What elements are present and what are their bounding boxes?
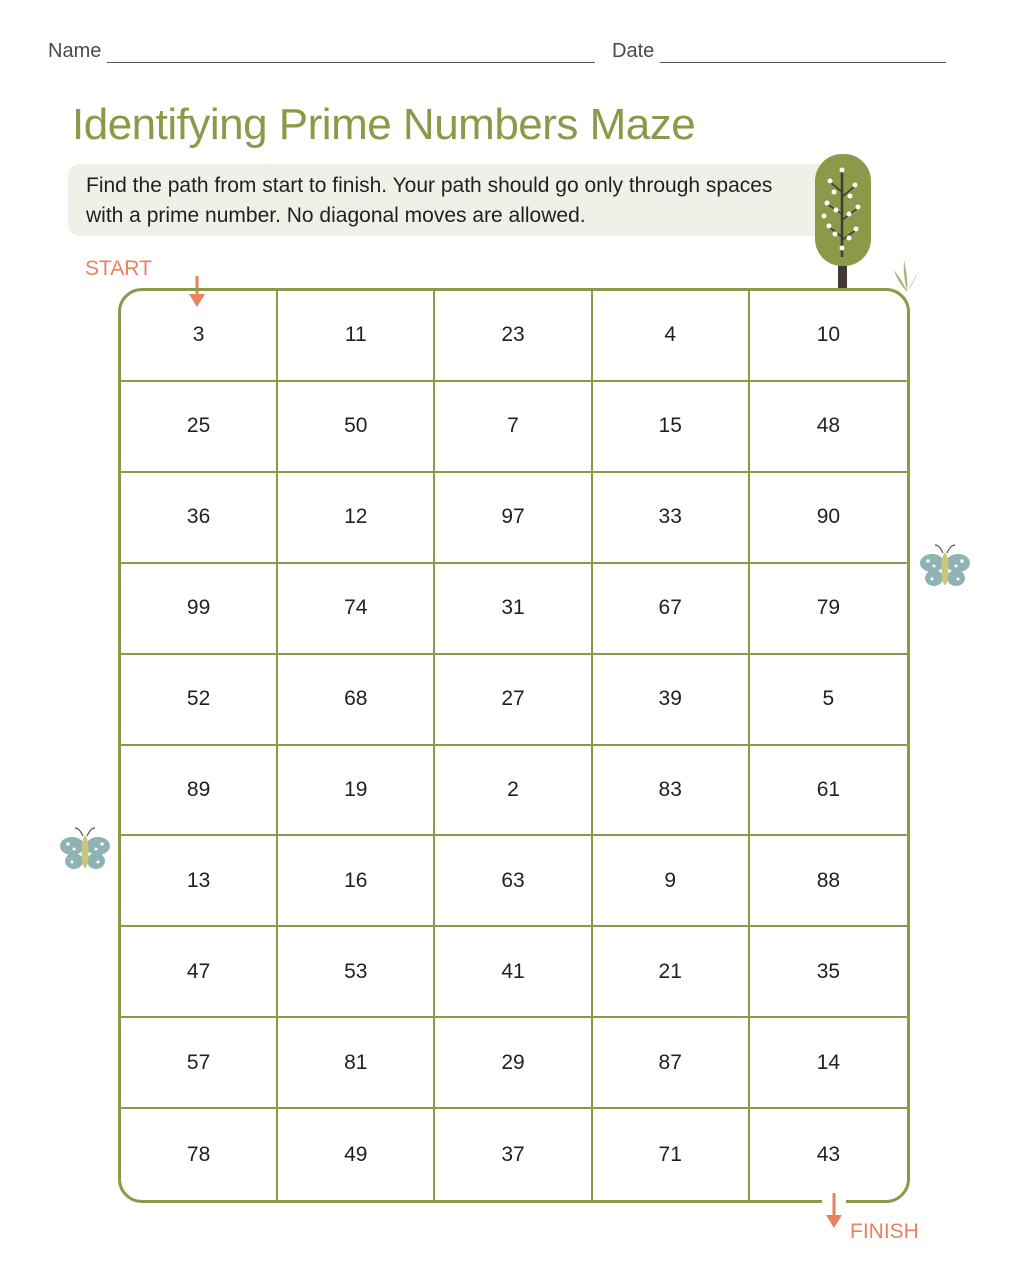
maze-cell[interactable]: 10	[750, 291, 907, 382]
maze-cell[interactable]: 36	[121, 473, 278, 564]
maze-cell[interactable]: 19	[278, 746, 435, 837]
maze-cell[interactable]: 2	[435, 746, 592, 837]
start-label: START	[85, 257, 152, 280]
maze-cell[interactable]: 47	[121, 927, 278, 1018]
maze-cell[interactable]: 7	[435, 382, 592, 473]
maze-cell[interactable]: 23	[435, 291, 592, 382]
maze-cell[interactable]: 90	[750, 473, 907, 564]
maze-cell[interactable]: 11	[278, 291, 435, 382]
maze-cell[interactable]: 4	[593, 291, 750, 382]
maze-cell[interactable]: 39	[593, 655, 750, 746]
maze-cell[interactable]: 52	[121, 655, 278, 746]
down-arrow-icon	[825, 1193, 843, 1229]
date-field[interactable]	[612, 40, 946, 63]
maze-cell[interactable]: 79	[750, 564, 907, 655]
date-blank-line[interactable]	[660, 44, 946, 63]
butterfly-icon	[918, 543, 972, 593]
maze-cell[interactable]: 33	[593, 473, 750, 564]
maze-cell[interactable]: 53	[278, 927, 435, 1018]
instructions-box	[68, 164, 838, 236]
maze-cell[interactable]: 41	[435, 927, 592, 1018]
maze-cell[interactable]: 21	[593, 927, 750, 1018]
maze-cell[interactable]: 88	[750, 836, 907, 927]
maze-cell[interactable]: 50	[278, 382, 435, 473]
maze-cell[interactable]: 14	[750, 1018, 907, 1109]
maze-cell[interactable]: 67	[593, 564, 750, 655]
maze-cell[interactable]: 83	[593, 746, 750, 837]
maze-cell[interactable]: 57	[121, 1018, 278, 1109]
name-blank-line[interactable]	[107, 44, 595, 63]
maze-cell[interactable]: 29	[435, 1018, 592, 1109]
maze-cell[interactable]: 78	[121, 1109, 278, 1200]
maze-cell[interactable]: 12	[278, 473, 435, 564]
maze-cell[interactable]: 48	[750, 382, 907, 473]
maze-cell[interactable]: 25	[121, 382, 278, 473]
maze-cell[interactable]: 3	[121, 291, 278, 382]
maze-cell[interactable]: 5	[750, 655, 907, 746]
maze-cell[interactable]: 89	[121, 746, 278, 837]
maze-grid	[118, 288, 910, 1203]
maze-cell[interactable]: 61	[750, 746, 907, 837]
maze-cell[interactable]: 35	[750, 927, 907, 1018]
maze-cell[interactable]: 74	[278, 564, 435, 655]
maze-cell[interactable]: 31	[435, 564, 592, 655]
butterfly-icon	[58, 826, 112, 876]
maze-cell[interactable]: 68	[278, 655, 435, 746]
maze-cell[interactable]: 43	[816, 1142, 841, 1166]
maze-cell[interactable]: 15	[593, 382, 750, 473]
name-label: Name	[48, 40, 102, 62]
maze-cell[interactable]: 16	[278, 836, 435, 927]
instructions-text: Find the path from start to finish. Your path should go only through spaces with a prime number. No diagonal moves are allowed.	[86, 174, 773, 227]
page-title: Identifying Prime Numbers Maze	[72, 100, 696, 149]
grass-icon	[892, 256, 922, 294]
finish-label: FINISH	[850, 1220, 919, 1243]
maze-cell[interactable]: 37	[435, 1109, 592, 1200]
date-label: Date	[612, 40, 655, 62]
maze-cell[interactable]: 63	[435, 836, 592, 927]
maze-cell[interactable]: 27	[435, 655, 592, 746]
maze-cell[interactable]: 71	[593, 1109, 750, 1200]
name-field[interactable]	[48, 40, 595, 63]
maze-cell[interactable]: 97	[435, 473, 592, 564]
tree-icon	[812, 152, 874, 292]
maze-cell[interactable]: 81	[278, 1018, 435, 1109]
maze-cell[interactable]: 49	[278, 1109, 435, 1200]
maze-cell[interactable]: 13	[121, 836, 278, 927]
maze-cell[interactable]: 87	[593, 1018, 750, 1109]
maze-cell[interactable]: 99	[121, 564, 278, 655]
maze-cell[interactable]: 9	[593, 836, 750, 927]
